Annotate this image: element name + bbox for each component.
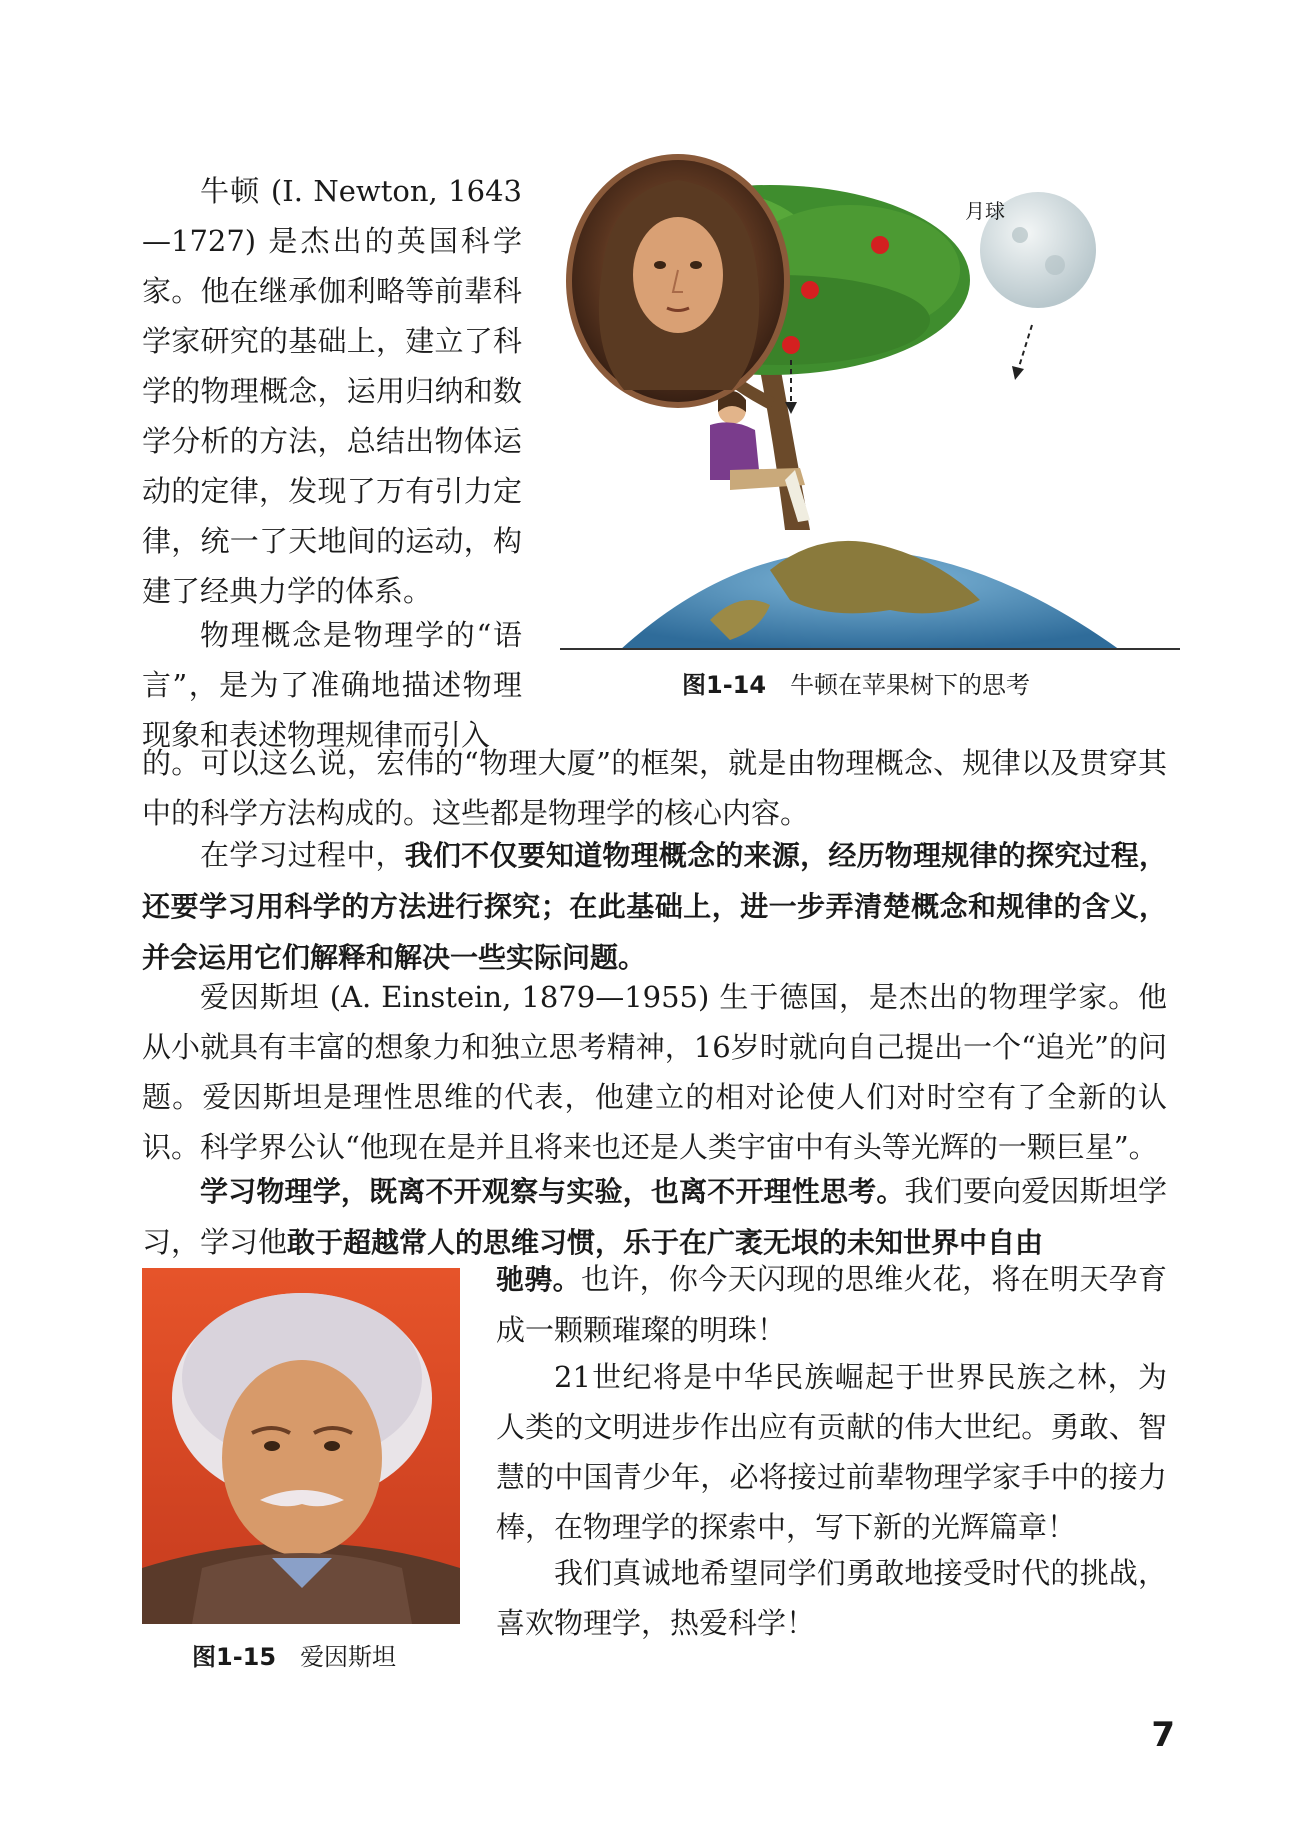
figure-title: 爱因斯坦 [300,1643,397,1671]
study-emphasis-1: 学习物理学，既离不开观察与实验，也离不开理性思考。 [200,1175,905,1208]
moon-label: 月球 [965,199,1005,223]
paragraph-study-continued [496,1254,1167,1355]
paragraph-learning [142,830,1167,983]
paragraph-einstein: 爱因斯坦 (A. Einstein, 1879—1955) 生于德国，是杰出的物理学家。他从小就具有丰富的想象力和独立思考精神，16岁时就向自己提出一个“追光”的问题。爱因斯坦是理性思维的代表，他建立的相对论使人们对时空有了全新的认识。科学界公认“他现在是并且将来也还是人类宇宙中有头等光辉的一颗巨星”。 [142,980,1167,1164]
paragraph-hope: 我们真诚地希望同学们勇敢地接受时代的挑战，喜欢物理学，热爱科学！ [496,1556,1167,1640]
figure-caption-1-15 [192,1642,396,1672]
study-text: 我们要向爱因斯坦学习，学习他 [142,1174,1167,1259]
learning-emphasis: 我们不仅要知道物理概念的来源，经历物理规律的探究过程，还要学习用科学的方法进行探究；在此基础上，进一步弄清楚概念和规律的含义，并会运用它们解释和解决一些实际问题。 [142,839,1167,974]
paragraph-concepts-a: 物理概念是物理学的“语言”，是为了准确地描述物理现象和表述物理规律而引入 [142,618,522,752]
page-number: 7 [1151,1715,1175,1755]
figure-number: 图1-14 [682,671,767,699]
study-emphasis-2: 敢于超越常人的思维习惯，乐于在广袤无垠的未知世界中自由 [287,1226,1044,1259]
study-text-continued: 也许，你今天闪现的思维火花，将在明天孕育成一颗颗璀璨的明珠！ [496,1262,1167,1347]
learning-intro: 在学习过程中， [200,838,405,872]
paragraph-21st-century: 21世纪将是中华民族崛起于世界民族之林，为人类的文明进步作出应有贡献的伟大世纪。勇敢、智慧的中国青少年，必将接过前辈物理学家手中的接力棒，在物理学的探索中，写下新的光辉篇章！ [496,1360,1167,1544]
apple-icon [871,236,889,254]
continent-shape [770,541,980,613]
einstein-face [222,1360,382,1556]
paragraph-study [142,1166,1167,1268]
newton-portrait [562,150,794,412]
figure-title: 牛顿在苹果树下的思考 [790,671,1031,699]
paragraph-newton: 牛顿 (I. Newton, 1643—1727) 是杰出的英国科学家。他在继承伽利略等前辈科学家研究的基础上，建立了科学的物理概念，运用归纳和数学分析的方法，总结出物体运动的定律，发现了万有引力定律，统一了天地间的运动，构建了经典力学的体系。 [142,174,522,608]
apple-icon [801,281,819,299]
study-emphasis-3: 驰骋。 [496,1263,581,1296]
figure-caption-1-14 [682,670,1030,700]
figure-number: 图1-15 [192,1643,277,1671]
paragraph-concepts-b: 的。可以这么说，宏伟的“物理大厦”的框架，就是由物理概念、规律以及贯穿其中的科学方法构成的。这些都是物理学的核心内容。 [142,746,1167,830]
einstein-portrait [142,1268,460,1624]
